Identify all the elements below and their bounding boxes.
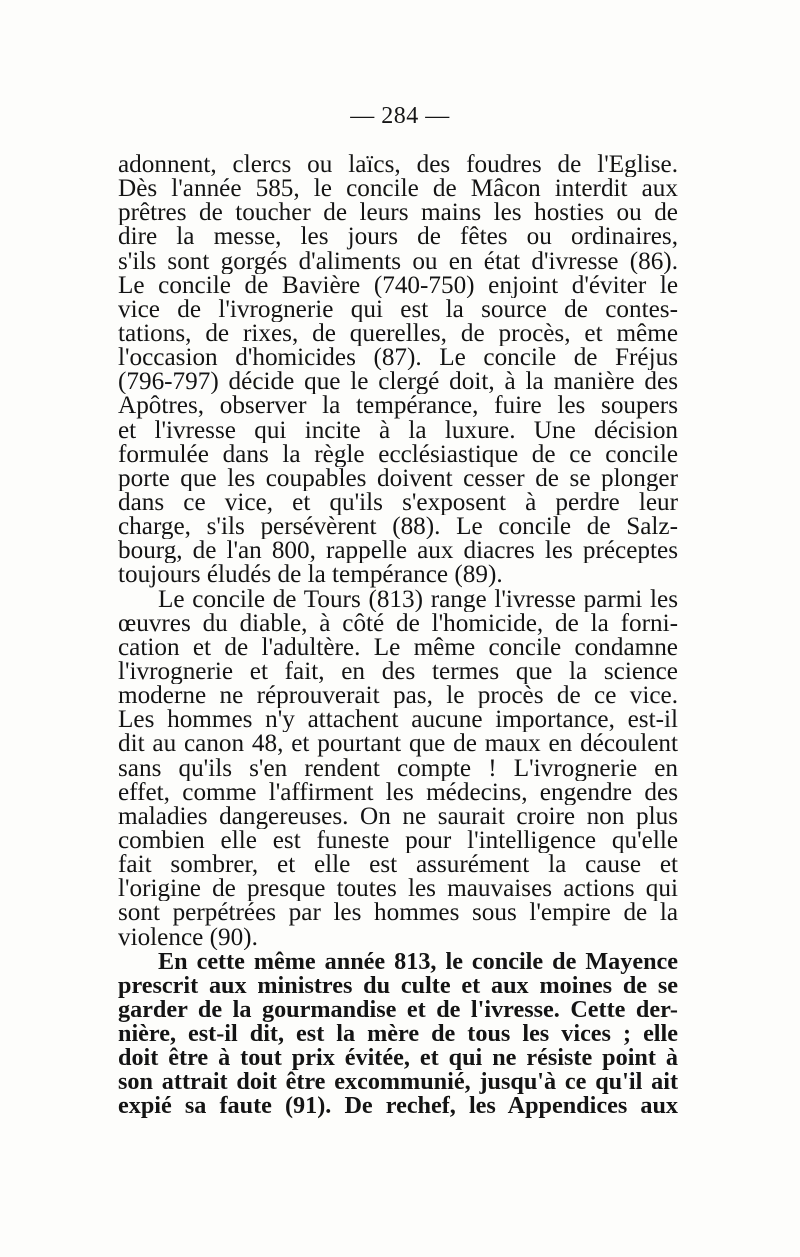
text-line: dit au canon 48, et pourtant que de maux en découlent bbox=[118, 732, 678, 757]
text-line: porte que les coupables doivent cesser de se plonger bbox=[118, 466, 678, 491]
text-line: s'ils sont gorgés d'aliments ou en état d'ivresse (86). bbox=[118, 249, 678, 274]
text-line: et l'ivresse qui incite à la luxure. Une décision bbox=[118, 418, 678, 443]
text-line: cation et de l'adultère. Le même concile condamne bbox=[118, 635, 678, 660]
text-line: Le concile de Bavière (740-750) enjoint d'éviter le bbox=[118, 273, 678, 298]
text-line: tations, de rixes, de querelles, de procès, et même bbox=[118, 321, 678, 347]
text-line: formulée dans la règle ecclésiastique de ce concile bbox=[118, 442, 678, 467]
page-number: — 284 — bbox=[350, 103, 450, 129]
text-line: Dès l'année 585, le concile de Mâcon interdit aux bbox=[118, 177, 678, 202]
text-line: moderne ne réprouverait pas, le procès de ce vice. bbox=[118, 684, 678, 709]
text-line: sont perpétrées par les hommes sous l'empire de la bbox=[118, 901, 678, 926]
text-line: fait sombrer, et elle est assurément la cause et bbox=[118, 853, 678, 878]
text-line: Le concile de Tours (813) range l'ivresse parmi les bbox=[158, 587, 678, 612]
text-line: garder de la gourmandise et de l'ivresse. Cette der- bbox=[118, 997, 678, 1023]
text-line: maladies dangereuses. On ne saurait croire non plus bbox=[118, 804, 678, 829]
text-line: bourg, de l'an 800, rappelle aux diacres les préceptes bbox=[118, 539, 678, 564]
text-line: doit être à tout prix évitée, et qui ne résiste point à bbox=[118, 1046, 678, 1071]
body-text bbox=[118, 153, 678, 1119]
text-line: Les hommes n'y attachent aucune importance, est-il bbox=[118, 708, 678, 733]
text-line: expié sa faute (91). De rechef, les Appendices aux bbox=[118, 1094, 678, 1119]
text-line: charge, s'ils persévèrent (88). Le concile de Salz- bbox=[118, 515, 678, 540]
paragraph-2 bbox=[118, 588, 678, 950]
text-line: effet, comme l'affirment les médecins, engendre des bbox=[118, 780, 678, 805]
text-line: (796-797) décide que le clergé doit, à la manière des bbox=[118, 370, 678, 395]
text-line: adonnent, clercs ou laïcs, des foudres de l'Eglise. bbox=[118, 153, 678, 178]
text-line: vice de l'ivrognerie qui est la source de contes- bbox=[118, 297, 678, 322]
text-line: prescrit aux ministres du culte et aux moines de se bbox=[118, 973, 678, 998]
text-line: Apôtres, observer la tempérance, fuire les soupers bbox=[118, 394, 678, 419]
text-line: dire la messe, les jours de fêtes ou ordinaires, bbox=[118, 225, 678, 250]
text-line: œuvres du diable, à côté de l'homicide, de la forni- bbox=[118, 611, 678, 636]
text-line: dans ce vice, et qu'ils s'exposent à perdre leur bbox=[118, 490, 678, 516]
text-line: combien elle est funeste pour l'intelligence qu'elle bbox=[118, 828, 678, 854]
text-line: l'origine de presque toutes les mauvaises actions qui bbox=[118, 877, 678, 902]
text-line: l'ivrognerie et fait, en des termes que la science bbox=[118, 659, 678, 685]
text-line: prêtres de toucher de leurs mains les hosties ou de bbox=[118, 201, 678, 226]
paragraph-3 bbox=[118, 950, 678, 1119]
text-line: En cette même année 813, le concile de Mayence bbox=[158, 949, 678, 974]
text-line: l'occasion d'homicides (87). Le concile de Fréjus bbox=[118, 346, 678, 371]
text-line: son attrait doit être excommunié, jusqu'à ce qu'il ait bbox=[118, 1070, 678, 1095]
text-line: toujours éludés de la tempérance (89). bbox=[118, 563, 503, 588]
text-line: nière, est-il dit, est la mère de tous les vices ; elle bbox=[118, 1022, 678, 1047]
text-line: violence (90). bbox=[118, 925, 258, 950]
paragraph-1 bbox=[118, 153, 678, 588]
text-line: sans qu'ils s'en rendent compte ! L'ivrognerie en bbox=[118, 756, 678, 781]
